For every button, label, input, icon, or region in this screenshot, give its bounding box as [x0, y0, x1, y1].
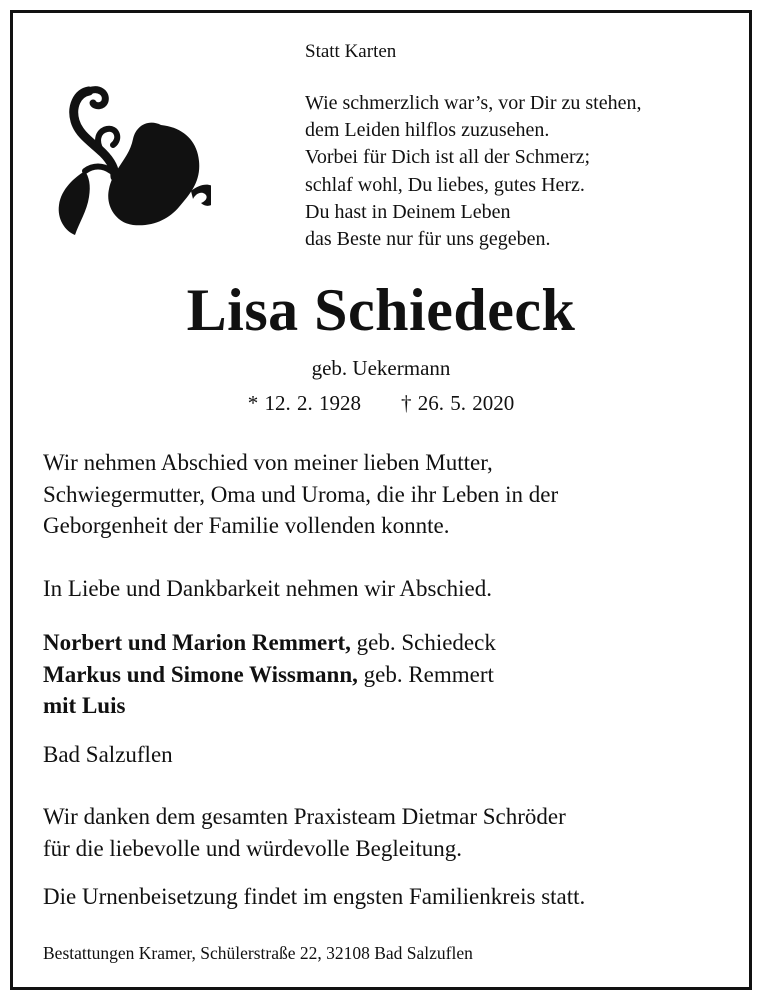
- mourner-names: Markus und Simone Wissmann,: [43, 661, 358, 687]
- mourner-entry: [43, 690, 496, 722]
- poem: [305, 90, 641, 253]
- burial-note: Die Urnenbeisetzung findet im engsten Familienkreis statt.: [43, 884, 586, 909]
- life-dates: [13, 391, 749, 416]
- paragraph-line: für die liebevolle und würdevolle Begleitung.: [43, 835, 462, 861]
- thanks-paragraph: [43, 801, 566, 864]
- heart-leaf-ornament-icon: [41, 73, 211, 238]
- mourner-maiden: geb. Schiedeck: [350, 630, 496, 655]
- obituary-frame: [10, 10, 752, 990]
- birth-date: * 12. 2. 1928: [247, 391, 361, 415]
- mourner-names: Norbert und Marion Remmert,: [43, 630, 351, 655]
- place-line: Bad Salzuflen: [43, 742, 173, 767]
- maiden-name: geb. Uekermann: [311, 356, 451, 380]
- deceased-name: Lisa Schiedeck: [186, 277, 576, 343]
- poem-line: das Beste nur für uns gegeben.: [305, 228, 551, 251]
- mourner-maiden: geb. Remmert: [357, 661, 494, 687]
- mourners-list: [43, 627, 496, 722]
- mourner-names: mit Luis: [43, 693, 126, 718]
- poem-line: Du hast in Deinem Leben: [305, 200, 511, 223]
- paragraph-line: Schwiegermutter, Oma und Uroma, die ihr Leben in der: [43, 481, 559, 507]
- statt-karten-label: Statt Karten: [305, 41, 397, 62]
- poem-line: Vorbei für Dich ist all der Schmerz;: [305, 146, 591, 169]
- farewell-paragraph: [43, 447, 558, 542]
- mourner-entry: [43, 659, 496, 691]
- paragraph-line: Wir nehmen Abschied von meiner lieben Mutter,: [43, 450, 493, 475]
- undertaker-footer: Bestattungen Kramer, Schülerstraße 22, 32108 Bad Salzuflen: [43, 943, 473, 963]
- mourner-entry: [43, 627, 496, 659]
- paragraph-line: Wir danken dem gesamten Praxisteam Dietmar Schröder: [43, 804, 566, 829]
- poem-line: schlaf wohl, Du liebes, gutes Herz.: [305, 173, 585, 196]
- death-date: † 26. 5. 2020: [401, 391, 515, 415]
- gratitude-line: In Liebe und Dankbarkeit nehmen wir Abschied.: [43, 576, 493, 601]
- poem-line: Wie schmerzlich war’s, vor Dir zu stehen,: [305, 92, 642, 114]
- poem-line: dem Leiden hilflos zuzusehen.: [305, 119, 550, 142]
- paragraph-line: Geborgenheit der Familie vollenden konnte.: [43, 513, 450, 538]
